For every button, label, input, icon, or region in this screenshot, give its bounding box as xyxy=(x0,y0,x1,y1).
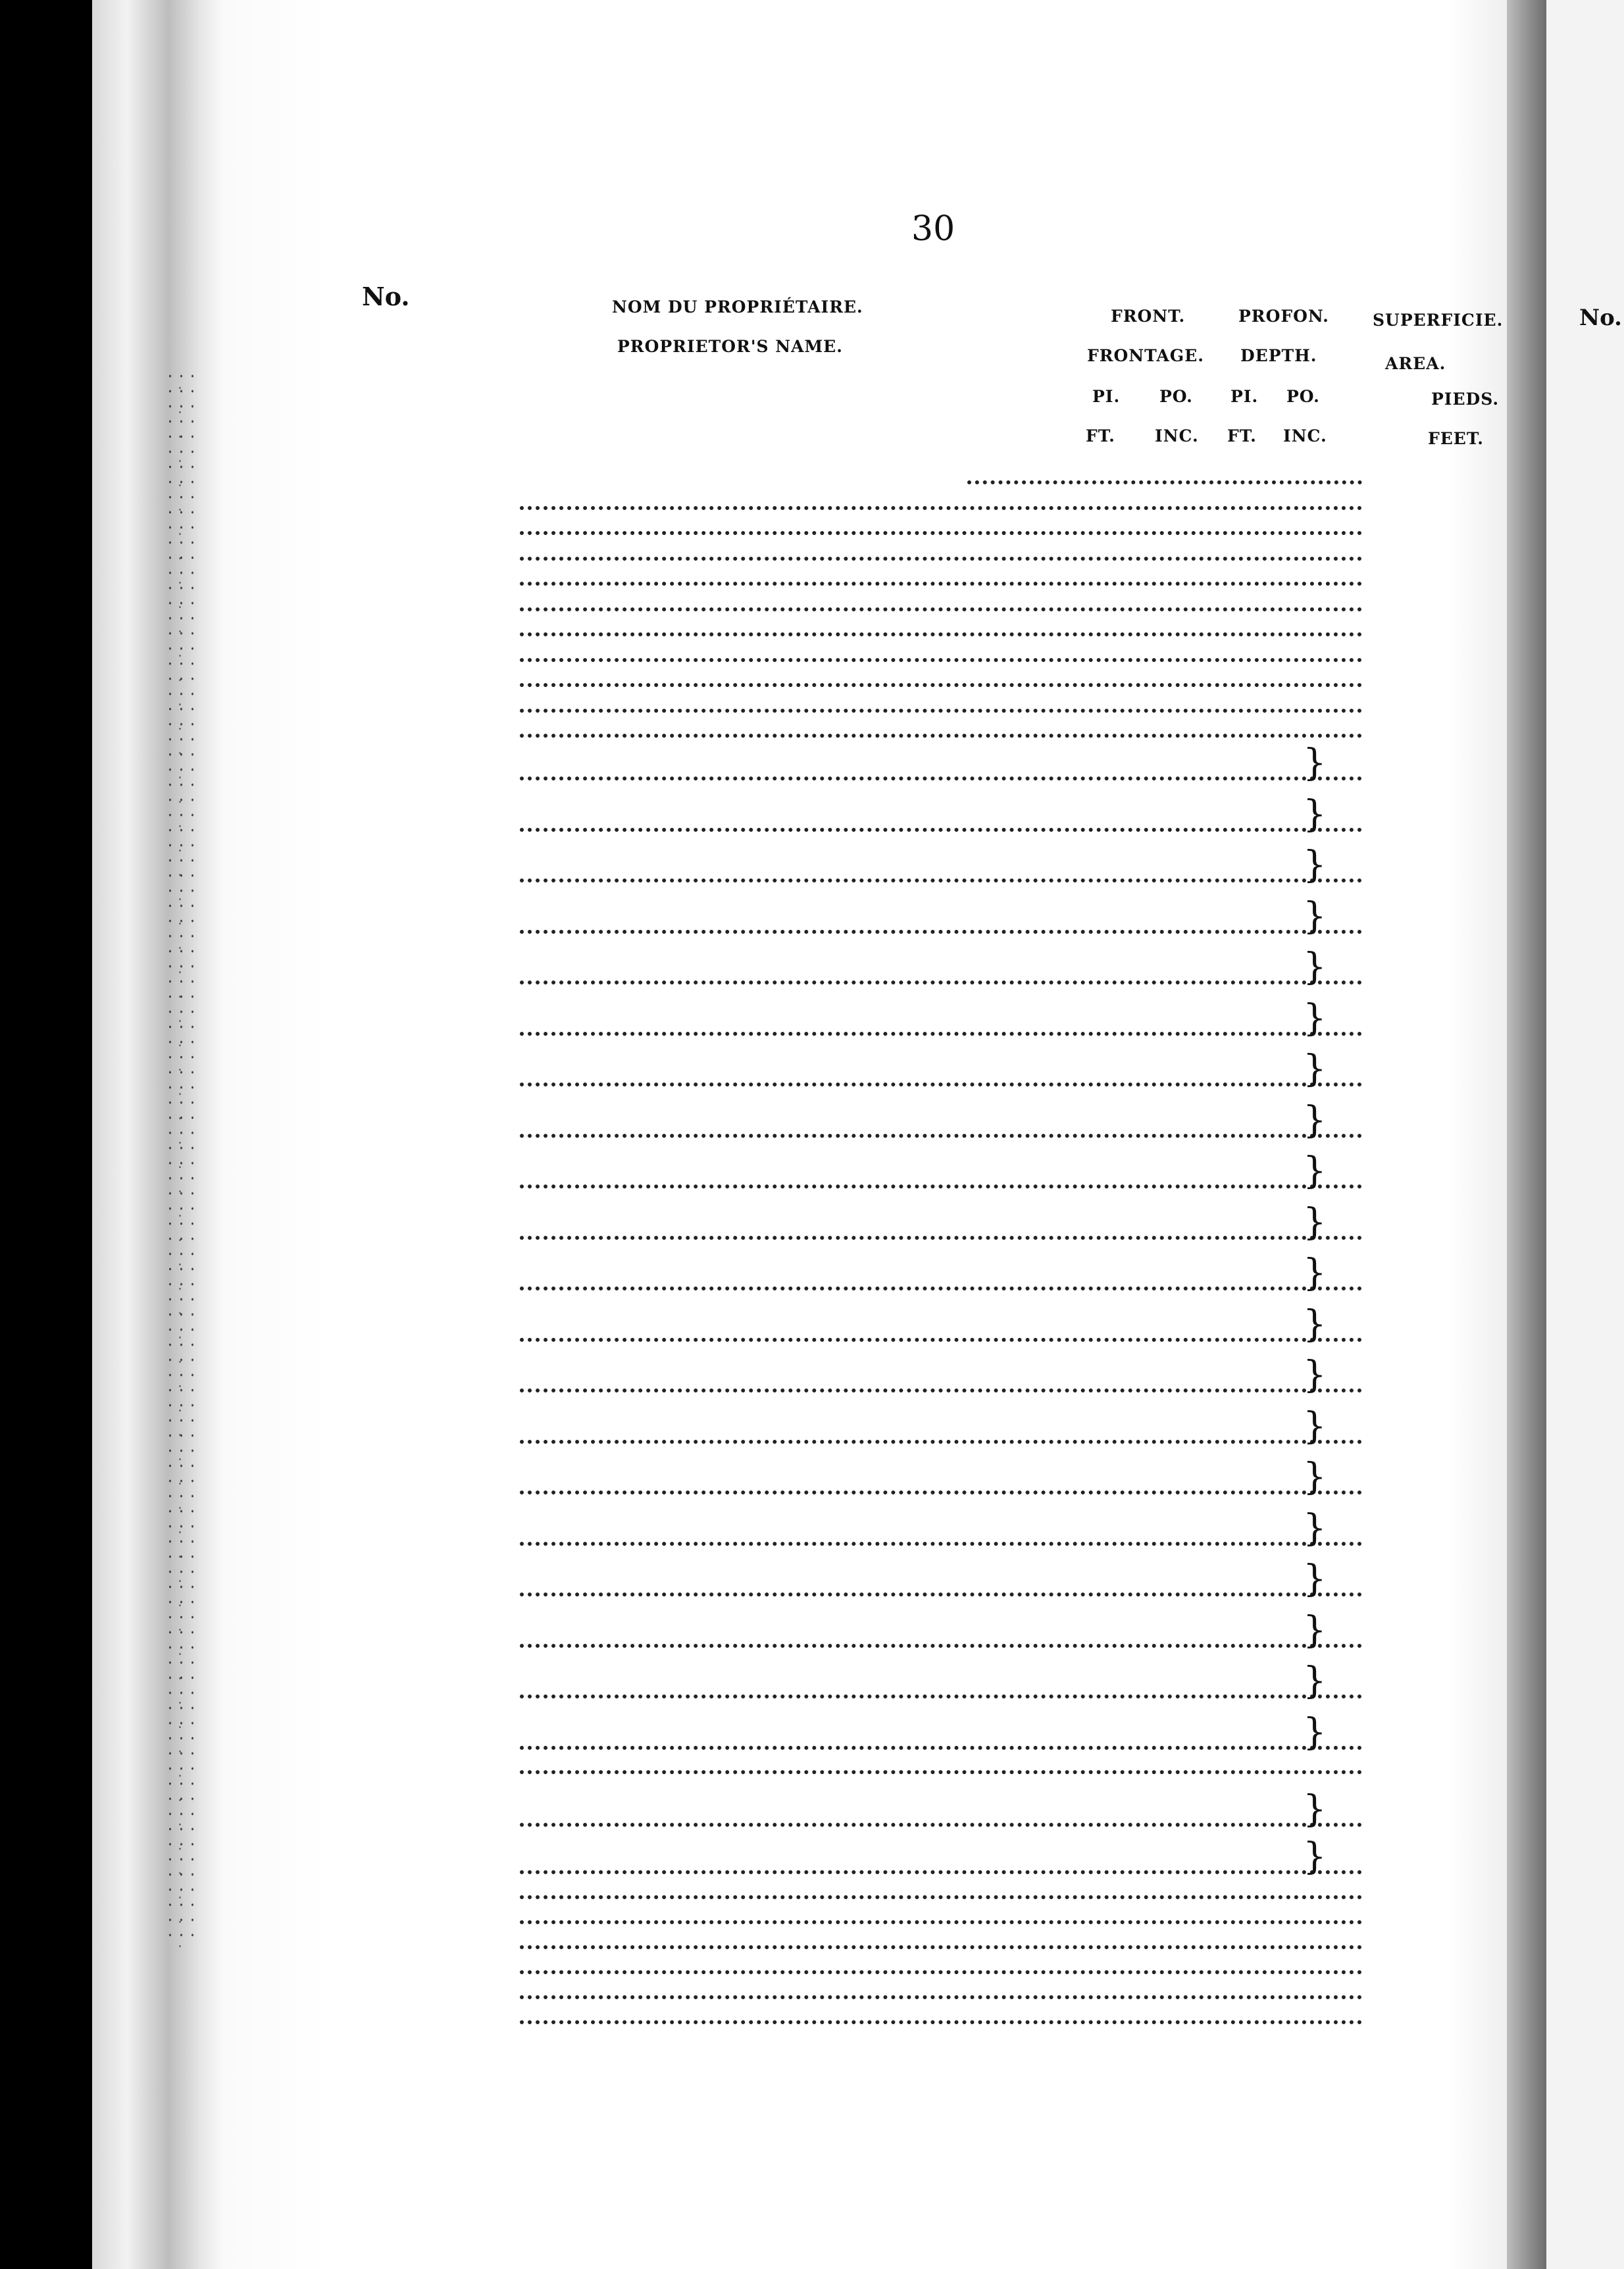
brace-mark: } xyxy=(1303,1098,1327,1142)
header-depth-unit-in-fr: PO. xyxy=(1286,387,1320,406)
leader-dots xyxy=(520,582,1362,586)
leader-dots xyxy=(520,1644,1362,1648)
leader-dots xyxy=(520,2020,1362,2024)
header-name-fr: NOM DU PROPRIÉTAIRE. xyxy=(612,297,863,317)
header-front-unit-ft-fr: PI. xyxy=(1092,387,1121,406)
header-front-en: FRONTAGE. xyxy=(1087,346,1204,365)
leader-dots xyxy=(520,607,1362,611)
brace-mark: } xyxy=(1303,1456,1327,1498)
brace-mark: } xyxy=(1303,1710,1327,1754)
leader-dots xyxy=(520,1895,1362,1899)
leader-dots xyxy=(520,1338,1362,1342)
brace-mark: } xyxy=(1303,1354,1327,1396)
right-page-edge xyxy=(1546,0,1624,2269)
leader-dots xyxy=(520,930,1362,934)
leader-dots xyxy=(520,1083,1362,1086)
leader-dots xyxy=(520,1593,1362,1596)
leader-dots xyxy=(520,981,1362,984)
leader-dots xyxy=(967,480,1362,484)
brace-mark: } xyxy=(1303,1788,1327,1831)
brace-mark: } xyxy=(1303,742,1327,784)
leader-dots xyxy=(520,1970,1362,1974)
leader-dots xyxy=(520,777,1362,780)
brace-mark: } xyxy=(1303,1200,1327,1244)
header-front-unit-in-fr: PO. xyxy=(1159,387,1193,406)
leader-dots xyxy=(520,1746,1362,1750)
leader-dots xyxy=(520,1032,1362,1036)
brace-mark: } xyxy=(1303,844,1327,886)
leader-dots xyxy=(520,1287,1362,1290)
leader-dots xyxy=(520,1491,1362,1494)
leader-dots xyxy=(520,506,1362,510)
brace-mark: } xyxy=(1303,946,1327,988)
leader-dots xyxy=(520,734,1362,738)
leader-dots xyxy=(520,1695,1362,1698)
brace-mark: } xyxy=(1303,1835,1327,1878)
leader-dots xyxy=(520,1995,1362,1999)
brace-mark: } xyxy=(1303,1660,1327,1702)
brace-mark: } xyxy=(1303,1558,1327,1600)
brace-mark: } xyxy=(1303,1048,1327,1090)
leader-dots xyxy=(520,557,1362,561)
header-profon-en: DEPTH. xyxy=(1240,346,1317,365)
header-profon-fr: PROFON. xyxy=(1238,307,1329,326)
header-no: No. xyxy=(362,282,410,311)
header-depth-unit-ft-en: FT. xyxy=(1227,426,1257,446)
leader-dots xyxy=(520,1134,1362,1138)
brace-mark: } xyxy=(1303,1252,1327,1294)
leader-dots xyxy=(520,879,1362,882)
leader-dots xyxy=(520,1542,1362,1546)
leader-dots xyxy=(520,531,1362,535)
brace-mark: } xyxy=(1303,1506,1327,1550)
leader-dots xyxy=(520,709,1362,713)
brace-mark: } xyxy=(1303,1608,1327,1652)
page-number: 30 xyxy=(911,209,955,249)
header-front-fr: FRONT. xyxy=(1111,307,1186,326)
header-depth-unit-in-en: INC. xyxy=(1283,426,1327,446)
brace-mark: } xyxy=(1303,792,1327,836)
leader-dots xyxy=(520,1389,1362,1392)
leader-dots xyxy=(520,683,1362,687)
header-area-unit-en: FEET. xyxy=(1428,429,1484,448)
leader-dots xyxy=(520,632,1362,636)
gutter-shadow xyxy=(1507,0,1546,2269)
header-superficie-fr: SUPERFICIE. xyxy=(1373,311,1504,330)
leader-dots xyxy=(520,1870,1362,1874)
header-name-en: PROPRIETOR'S NAME. xyxy=(617,337,843,356)
leader-dots xyxy=(520,1185,1362,1188)
header-area-unit-fr: PIEDS. xyxy=(1431,390,1500,409)
brace-mark: } xyxy=(1303,1404,1327,1448)
brace-mark: } xyxy=(1303,1302,1327,1346)
leader-dots xyxy=(520,1920,1362,1924)
header-front-unit-in-en: INC. xyxy=(1155,426,1199,446)
header-no-right: No. xyxy=(1579,305,1622,331)
leader-dots xyxy=(520,1770,1362,1774)
header-depth-unit-ft-fr: PI. xyxy=(1231,387,1259,406)
brace-mark: } xyxy=(1303,894,1327,938)
header-front-unit-ft-en: FT. xyxy=(1086,426,1115,446)
brace-mark: } xyxy=(1303,996,1327,1040)
leader-dots xyxy=(520,828,1362,832)
leader-dots xyxy=(520,1440,1362,1444)
leader-dots xyxy=(520,1236,1362,1240)
leader-dots xyxy=(520,1823,1362,1827)
leader-dots xyxy=(520,1945,1362,1949)
leader-dots xyxy=(520,658,1362,662)
brace-mark: } xyxy=(1303,1150,1327,1192)
header-superficie-en: AREA. xyxy=(1385,354,1446,373)
